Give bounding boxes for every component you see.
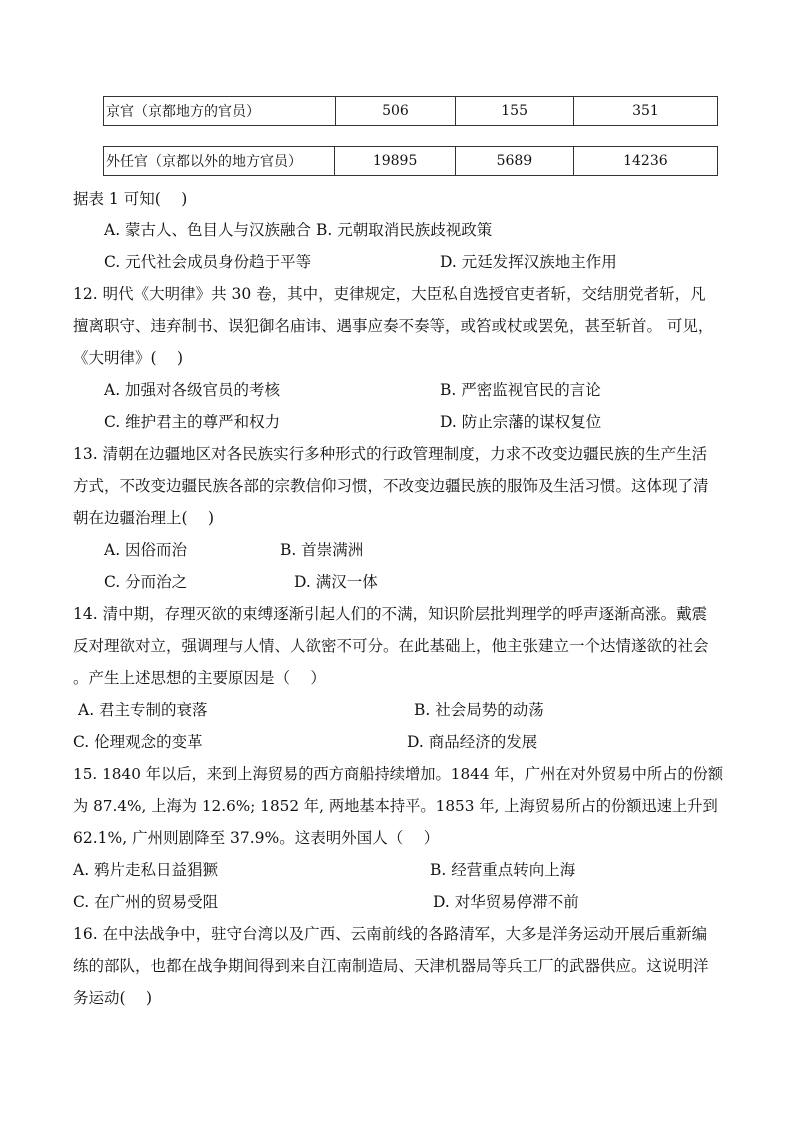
officials-table-row-capital [103,96,718,126]
table-row [104,97,718,126]
table-cell: 19895 [335,147,456,176]
q15-option-b: B. 经营重点转向上海 [430,861,576,879]
q12-stem-line-3: 《大明律》( ) [73,349,184,367]
q15-stem-line-2: 为 87.4%, 上海为 12.6%; 1852 年, 两地基本持平。1853 年, 上海贸易所占的份额迅速上升到 [73,797,718,815]
q12-option-c: C. 维护君主的尊严和权力 [104,413,281,431]
q13-option-c: C. 分而治之 [104,573,188,591]
table-cell: 外任官（京都以外的地方官员） [104,147,335,176]
q15-stem-line-3: 62.1%, 广州则剧降至 37.9%。这表明外国人（ ） [73,829,440,847]
q13-option-b: B. 首崇满洲 [280,541,364,559]
q13-stem-line-3: 朝在边疆治理上( ) [73,509,215,527]
q13-option-a: A. 因俗而治 [104,541,188,559]
q12-option-b: B. 严密监视官民的言论 [440,381,601,399]
q11-option-a: A. 蒙古人、色目人与汉族融合 B. 元朝取消民族歧视政策 [104,221,493,239]
q13-stem-line-1: 13. 清朝在边疆地区对各民族实行多种形式的行政管理制度，力求不改变边疆民族的生产生活 [73,445,708,463]
q12-stem-line-2: 擅离职守、违弃制书、误犯御名庙讳、遇事应奏不奏等，或笞或杖或罢免，甚至斩首。 可见， [73,317,714,335]
table-cell: 14236 [573,147,717,176]
table-cell: 351 [573,97,717,126]
q11-stem: 据表 1 可知( ) [73,190,188,208]
q16-stem-line-1: 16. 在中法战争中，驻守台湾以及广西、云南前线的各路清军，大多是洋务运动开展后重新编 [73,925,708,943]
q11-option-d: D. 元廷发挥汉族地主作用 [440,253,617,271]
q12-option-d: D. 防止宗藩的谋权复位 [440,413,602,431]
q14-option-c: C. 伦理观念的变革 [73,733,203,751]
q15-stem-line-1: 15. 1840 年以后，来到上海贸易的西方商船持续增加。1844 年，广州在对外贸易中所占的份额 [73,765,724,783]
q14-option-b: B. 社会局势的动荡 [414,701,544,719]
q16-stem-line-3: 务运动( ) [73,989,153,1007]
q13-stem-line-2: 方式，不改变边疆民族各部的宗教信仰习惯，不改变边疆民族的服饰及生活习惯。这体现了清 [73,477,709,495]
q14-option-a: A. 君主专制的衰落 [78,701,208,719]
q14-stem-line-2: 反对理欲对立，强调理与人情、人欲密不可分。在此基础上，他主张建立一个达情遂欲的社会 [73,637,709,655]
table-cell: 京官（京都地方的官员） [104,97,336,126]
q15-option-a: A. 鸦片走私日益猖獗 [73,861,219,879]
q14-option-d: D. 商品经济的发展 [407,733,538,751]
table-cell: 506 [335,97,456,126]
q15-option-d: D. 对华贸易停滞不前 [433,893,579,911]
q14-stem-line-3: 。产生上述思想的主要原因是（ ） [73,669,326,687]
q12-option-a: A. 加强对各级官员的考核 [104,381,281,399]
q12-stem-line-1: 12. 明代《大明律》共 30 卷，其中，吏律规定，大臣私自选授官吏者斩，交结朋党者斩，凡 [73,285,706,303]
q14-stem-line-1: 14. 清中期，存理灭欲的束缚逐渐引起人们的不满，知识阶层批判理学的呼声逐渐高涨。戴震 [73,605,708,623]
officials-table-row-provincial [103,146,718,176]
q11-option-c: C. 元代社会成员身份趋于平等 [104,253,312,271]
q15-option-c: C. 在广州的贸易受阻 [73,893,219,911]
table-cell: 5689 [456,147,574,176]
q13-option-d: D. 满汉一体 [294,573,378,591]
table-row [104,147,718,176]
q16-stem-line-2: 练的部队，也都在战争期间得到来自江南制造局、天津机器局等兵工厂的武器供应。这说明洋 [73,957,709,975]
table-cell: 155 [456,97,574,126]
